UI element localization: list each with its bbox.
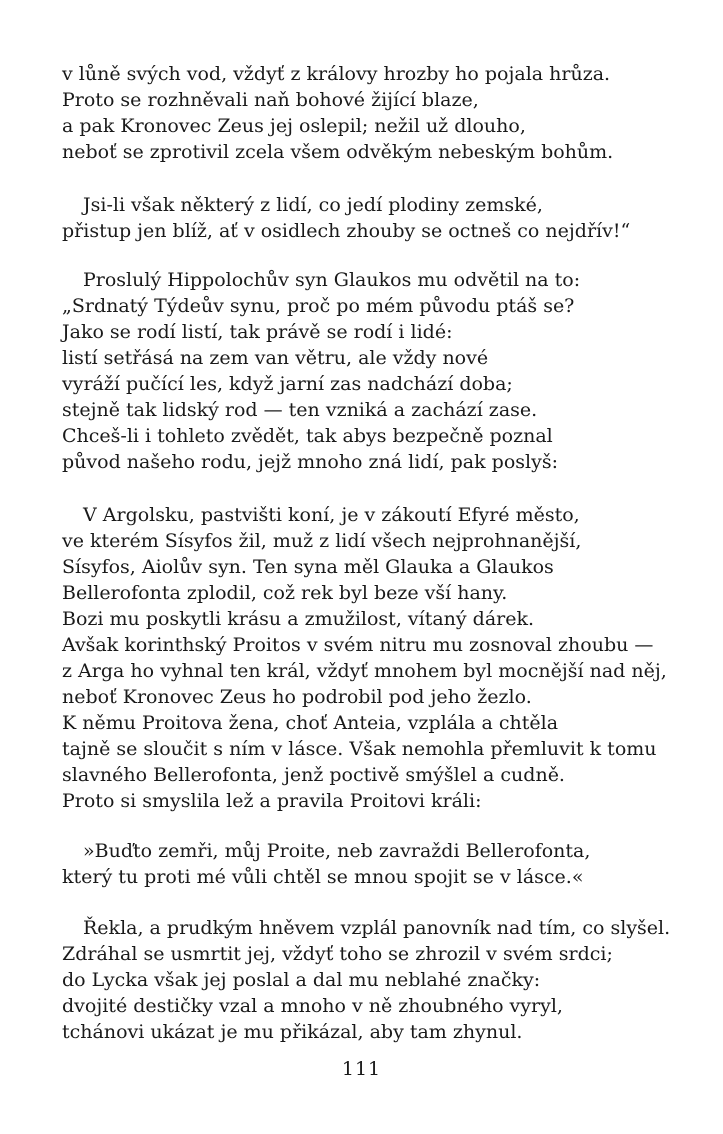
page-number: 111 <box>341 1058 382 1080</box>
text-line: který tu proti mé vůli chtěl se mnou spojit se v lásce.« <box>62 866 584 888</box>
text-line: přistup jen blíž, ať v osidlech zhouby se octneš co nejdřív!“ <box>62 220 631 242</box>
text-line: Proto si smyslila lež a pravila Proitovi králi: <box>62 790 482 812</box>
text-line: v lůně svých vod, vždyť z královy hrozby ho pojala hrůza. <box>62 63 611 85</box>
text-line: a pak Kronovec Zeus jej oslepil; nežil už dlouho, <box>62 115 526 137</box>
text-line: neboť Kronovec Zeus ho podrobil pod jeho žezlo. <box>62 686 532 708</box>
text-line: dvojité destičky vzal a mnoho v ně zhoubného vyryl, <box>62 995 563 1017</box>
text-line: tajně se sloučit s ním v lásce. Však nemohla přemluvit k tomu <box>62 738 657 760</box>
text-line: Avšak korinthský Proitos v svém nitru mu zosnoval zhoubu — <box>62 634 654 656</box>
text-line: Zdráhal se usmrtit jej, vždyť toho se zhrozil v svém srdci; <box>62 943 613 965</box>
text-line: Proslulý Hippolochův syn Glaukos mu odvětil na to: <box>83 269 581 291</box>
text-line: neboť se zprotivil zcela všem odvěkým nebeským bohům. <box>62 141 614 163</box>
text-line: »Buďto zemři, můj Proite, neb zavraždi Bellerofonta, <box>83 840 591 862</box>
text-line: vyráží pučící les, když jarní zas nadchází doba; <box>62 373 513 395</box>
text-line: slavného Bellerofonta, jenž poctivě smýšlel a cudně. <box>62 764 565 786</box>
text-line: Chceš-li i tohleto zvědět, tak abys bezpečně poznal <box>62 425 553 447</box>
text-line: K němu Proitova žena, choť Anteia, vzplála a chtěla <box>62 712 559 734</box>
text-line: z Arga ho vyhnal ten král, vždyť mnohem byl mocnější nad něj, <box>62 660 667 682</box>
text-line: Jsi-li však některý z lidí, co jedí plodiny zemské, <box>83 194 543 216</box>
text-line: původ našeho rodu, jejž mnoho zná lidí, pak poslyš: <box>62 451 558 473</box>
text-line: listí setřásá na zem van větru, ale vždy nové <box>62 347 489 369</box>
text-line: Proto se rozhněvali naň bohové žijící blaze, <box>62 89 479 111</box>
text-line: tchánovi ukázat je mu přikázal, aby tam zhynul. <box>62 1021 523 1043</box>
text-line: stejně tak lidský rod — ten vzniká a zachází zase. <box>62 399 538 421</box>
text-line: Jako se rodí listí, tak právě se rodí i lidé: <box>62 321 453 343</box>
text-line: V Argolsku, pastvišti koní, je v zákoutí Efyré město, <box>83 504 580 526</box>
text-line: do Lycka však jej poslal a dal mu neblahé značky: <box>62 969 541 991</box>
text-line: Řekla, a prudkým hněvem vzplál panovník nad tím, co slyšel. <box>83 917 671 939</box>
text-line: Bellerofonta zplodil, což rek byl beze vší hany. <box>62 582 508 604</box>
text-line: Bozi mu poskytli krásu a zmužilost, vítaný dárek. <box>62 608 535 630</box>
text-line: „Srdnatý Týdeův synu, proč po mém původu ptáš se? <box>62 295 575 317</box>
text-line: Sísyfos, Aiolův syn. Ten syna měl Glauka a Glaukos <box>62 556 554 578</box>
text-line: ve kterém Sísyfos žil, muž z lidí všech nejprohnanější, <box>62 530 582 552</box>
